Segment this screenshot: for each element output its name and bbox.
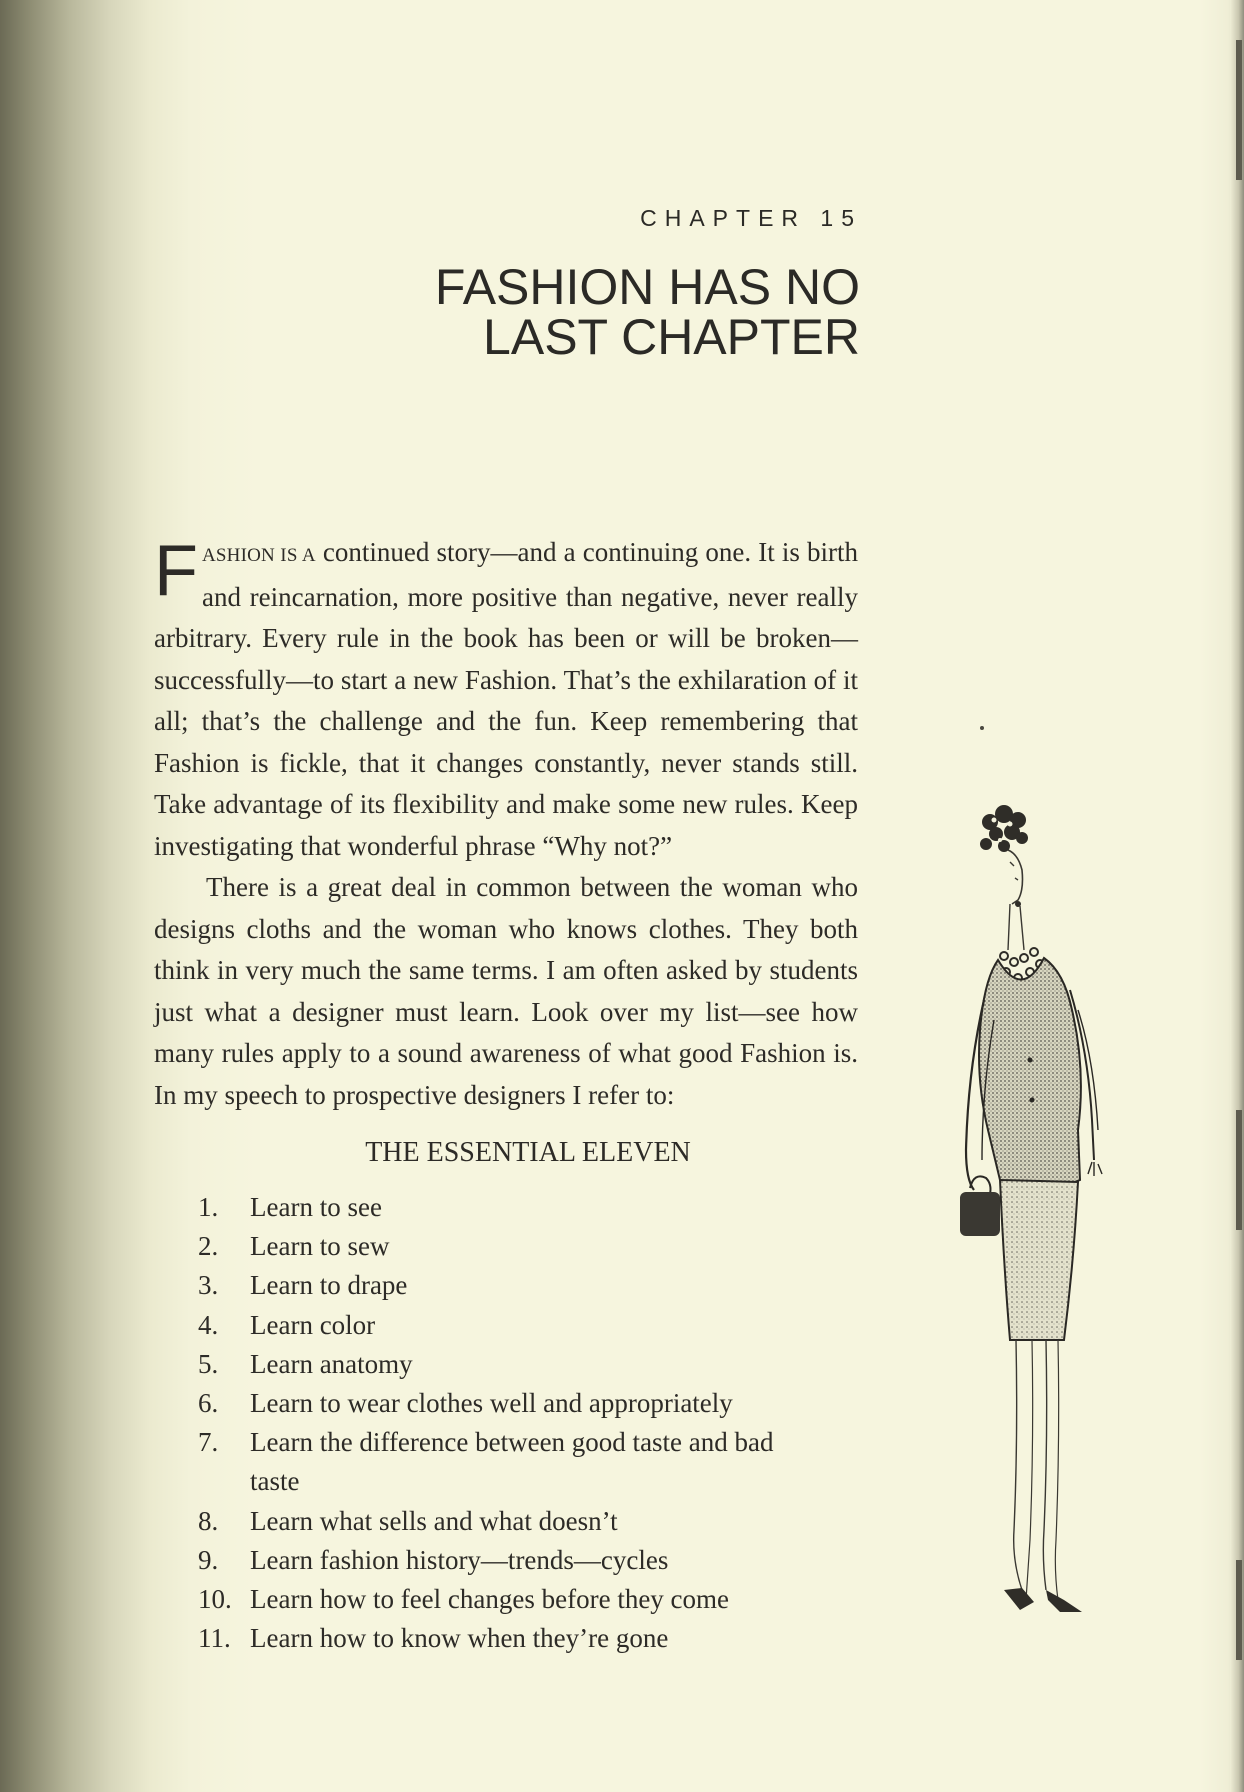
list-item xyxy=(198,1188,818,1227)
list-item-number: 11. xyxy=(198,1623,231,1654)
drop-cap: F xyxy=(154,531,198,611)
list-item xyxy=(198,1345,818,1384)
list-item xyxy=(198,1580,818,1619)
chapter-label: CHAPTER 15 xyxy=(640,205,862,231)
page-edge-mark xyxy=(1236,1110,1242,1230)
list-item-number: 2. xyxy=(198,1231,219,1262)
list-item-text: Learn anatomy xyxy=(250,1348,413,1379)
list-item-text: Learn how to know when they’re gone xyxy=(250,1623,669,1654)
lead-in-smallcaps: ASHION IS A xyxy=(201,545,316,566)
list-item-number: 5. xyxy=(198,1348,219,1379)
list-item-number: 4. xyxy=(198,1309,219,1340)
chapter-title-line-2: LAST CHAPTER xyxy=(483,309,860,365)
list-item-text: Learn how to feel changes before they come xyxy=(250,1584,730,1615)
list-item xyxy=(198,1306,818,1345)
list-item xyxy=(198,1541,818,1580)
paragraph-1-text: continued story—and a continuing one. It is birth and reincarnation, more positive than negative, never really arbitrary. Every rule in the book has been or will be broken—successfully—to start a new Fashion. That’s the exhilaration of it all; that’s the challenge and the fun. Keep remembering that Fashion is fickle, that it changes constantly, never stands still. Take advantage of its flexibility and make some new rules. Keep investigating that wonderful phrase “Why not?” xyxy=(154,537,859,861)
list-item-number: 8. xyxy=(198,1505,219,1536)
list-item-number: 3. xyxy=(198,1270,219,1301)
list-item-number: 1. xyxy=(198,1192,219,1222)
list-item-text: Learn to see xyxy=(250,1192,382,1222)
list-item-number: 10. xyxy=(198,1584,232,1615)
list-item xyxy=(198,1227,818,1266)
body-text xyxy=(154,532,858,1116)
chapter-title xyxy=(340,259,860,365)
list-item-number: 7. xyxy=(198,1427,219,1458)
list-item-text: Learn to wear clothes well and appropriately xyxy=(250,1388,733,1419)
paragraph-1 xyxy=(154,532,858,867)
fashion-sketch-woman-in-suit-icon xyxy=(960,800,1140,1670)
list-item-text: Learn what sells and what doesn’t xyxy=(250,1505,618,1536)
page-edge-mark xyxy=(1236,40,1242,180)
list-item xyxy=(198,1266,818,1305)
list-item-text: Learn to drape xyxy=(250,1270,408,1301)
paragraph-2: There is a great deal in common between the woman who designs cloths and the woman who knows clothes. They both think in very much the same terms. I am often asked by students just what a designer must learn. Look over my list—see how many rules apply to a sound awareness of what good Fashion is. In my speech to prospective designers I refer to: xyxy=(154,872,858,1110)
list-item-text: Learn to sew xyxy=(250,1231,390,1262)
essential-eleven-list xyxy=(198,1188,818,1658)
list-item-number: 9. xyxy=(198,1544,219,1575)
list-item-text: Learn fashion history—trends—cycles xyxy=(250,1544,669,1575)
list-item-number: 6. xyxy=(198,1388,219,1419)
list-heading: THE ESSENTIAL ELEVEN xyxy=(365,1137,691,1168)
list-item xyxy=(198,1619,818,1658)
list-item xyxy=(198,1384,818,1423)
page-edge-mark xyxy=(1236,1560,1242,1660)
page-edge xyxy=(1230,0,1244,1792)
ink-speck xyxy=(980,726,984,730)
list-item xyxy=(198,1502,818,1541)
list-item-text: Learn color xyxy=(250,1309,376,1340)
list-item-text: Learn the difference between good taste and bad taste xyxy=(250,1427,774,1497)
chapter-title-line-1: FASHION HAS NO xyxy=(434,259,860,315)
list-item xyxy=(198,1423,818,1501)
